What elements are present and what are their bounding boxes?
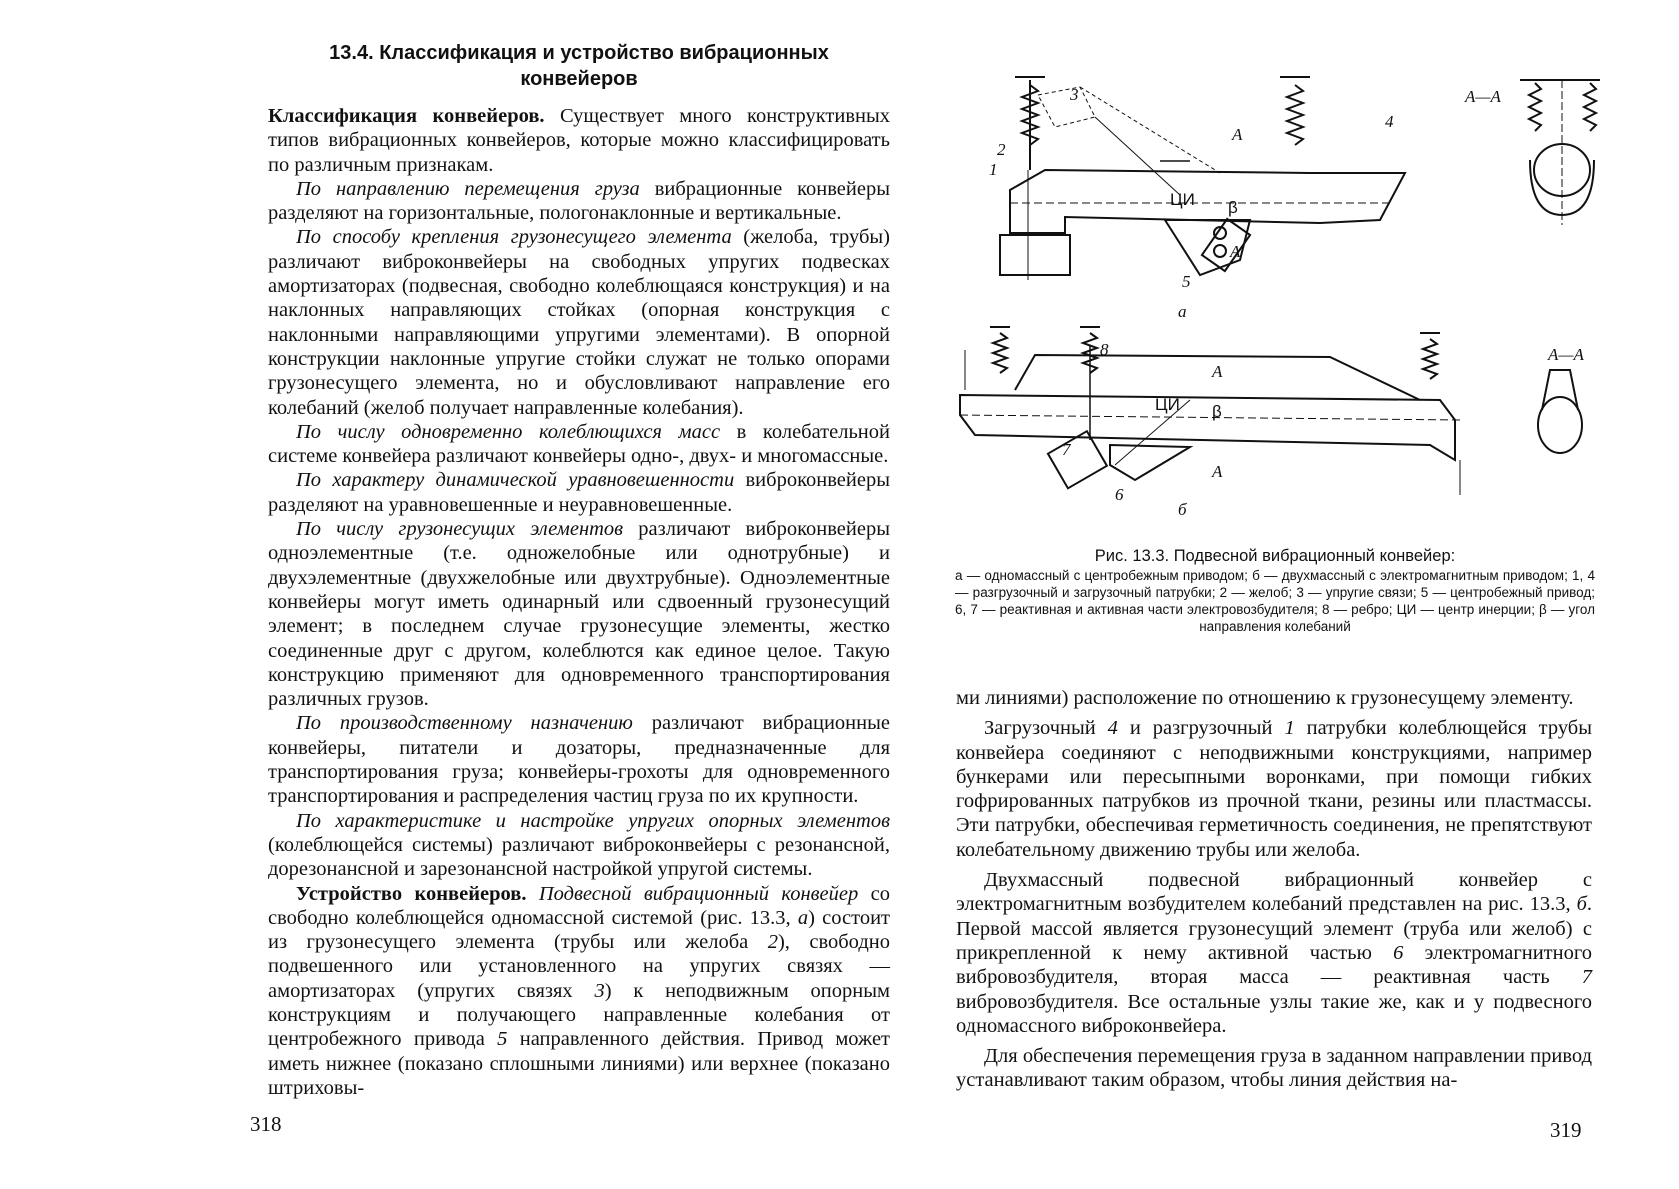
section-label-aa-top: А—А <box>1465 87 1501 106</box>
text: ) состоит из грузонесущего элемента (трубы или желоба <box>268 906 891 954</box>
paragraph <box>268 225 890 419</box>
label-5: 5 <box>1182 272 1191 291</box>
label-3: 3 <box>1070 85 1079 104</box>
text: 1 <box>1284 717 1295 740</box>
paragraph: Для обеспечения перемещения груза в заданном направлении привод устанавливают таким образом, чтобы линия действия на- <box>956 1045 1592 1092</box>
paragraph <box>268 177 890 226</box>
paragraph-text: в колебательной системе конвейера различают конвейеры одно-, двух- и многомассные. <box>268 420 890 468</box>
paragraph <box>268 104 890 177</box>
paragraph-lead: По числу грузонесущих элементов <box>296 518 624 541</box>
text: 7 <box>1581 966 1592 989</box>
text: 6 <box>1393 941 1404 964</box>
figure-b-drawing <box>960 327 1582 495</box>
paragraph-lead: По способу крепления грузонесущего элемента <box>296 226 732 249</box>
paragraph <box>268 517 890 711</box>
text: б <box>1576 893 1587 916</box>
figure-caption <box>955 545 1595 635</box>
paragraph-text: (колеблющейся системы) различают виброконвейеры с резонансной, дорезонансной и зарезонансной настройкой упругой системы. <box>268 833 890 881</box>
right-page-column <box>956 686 1592 1093</box>
label-6: 6 <box>1115 485 1124 504</box>
paragraph <box>268 420 890 469</box>
paragraph-text: вибрационные конвейеры разделяют на горизонтальные, пологонаклонные и вертикальные. <box>268 177 890 225</box>
paragraph-term: Подвесной вибрационный конвейер <box>538 882 859 905</box>
text: 3 <box>594 979 605 1002</box>
label-7: 7 <box>1062 440 1071 459</box>
paragraph-lead: По производственному назначению <box>296 712 633 735</box>
label-8: 8 <box>1100 340 1109 359</box>
label-4: 4 <box>1385 112 1394 131</box>
label-ci-b: ЦИ <box>1155 395 1180 414</box>
text: а <box>797 906 809 929</box>
text: вибровозбудителя. Все остальные узлы такие же, как и у подвесного одномассного виброконвейера. <box>956 990 1592 1037</box>
paragraph-lead: Устройство конвейеров. <box>296 882 527 905</box>
paragraph-text: различают виброконвейеры одноэлементные (т.е. одножелобные или однотрубные) и двухэлементные (двухжелобные или двухтрубные). Одноэлементные конвейеры могут иметь одинарный или сдвоенный грузонесущий элемент; в последнем случае грузонесущие элементы, жестко соединенные друг с другом, колеблются как единое целое. Такую конструкцию применяют для одновременного транспортирования различных грузов. <box>268 518 890 711</box>
paragraph-lead: По числу одновременно колеблющихся масс <box>296 420 721 443</box>
text: Загрузочный <box>984 717 1108 740</box>
text: со свободно колеблющейся одномассной системой (рис. 13.3, <box>268 882 890 929</box>
paragraph-text: различают вибрационные конвейеры, питатели и дозаторы, предназначенные для транспортирования груза; конвейеры-грохоты для одновременного транспортирования и распределения частиц груза по их крупности. <box>268 712 890 808</box>
text: ) к неподвижным опорным конструкциям и получающего направленные колебания от центробежного привода <box>268 979 890 1051</box>
label-A3: А <box>1212 362 1223 381</box>
paragraph-text: Существует много конструктивных типов вибрационных конвейеров, которые можно классифицировать по различным признакам. <box>268 105 890 176</box>
text: 4 <box>1107 717 1118 740</box>
label-A4: А <box>1212 462 1223 481</box>
text: Двухмассный подвесной вибрационный конвейер с электромагнитным возбудителем колебаний представлен на рис. 13.3, <box>956 869 1592 916</box>
page-number-right: 319 <box>1550 1118 1582 1142</box>
text: направленного действия. Привод может иметь нижнее (показано сплошными линиями) или верхнее (показано штриховы- <box>268 1028 890 1099</box>
caption-description: а — одномассный с центробежным приводом; б — двухмассный с электромагнитным приводом; 1, 4 — разгрузочный и загрузочный патрубки; 2 — желоб; 3 — упругие связи; 5 — центробежный привод; 6, 7 — реактивная и активная части электровозбудителя; 8 — ребро; ЦИ — центр инерции; β — угол направления колебаний <box>955 568 1595 634</box>
text: 5 <box>497 1028 508 1051</box>
text: ), свободно подвешенного или установленного на упругих связях — амортизаторах (упругих связях <box>268 931 890 1002</box>
paragraph <box>268 468 890 517</box>
left-page-column <box>268 40 890 1100</box>
label-1: 1 <box>989 160 998 179</box>
paragraph <box>956 716 1592 862</box>
label-A1: А <box>1232 125 1243 144</box>
subfigure-label-b: б <box>1178 500 1187 519</box>
text: и разгрузочный <box>1117 717 1285 740</box>
paragraph <box>956 868 1592 1038</box>
label-ci-a: ЦИ <box>1170 190 1195 209</box>
label-beta-a: β <box>1228 198 1238 217</box>
text: . Первой массой является грузонесущий элемент (труба или желоб) с прикрепленной к нему активной частью <box>956 893 1592 964</box>
caption-title: Рис. 13.3. Подвесной вибрационный конвейер: <box>1094 547 1456 565</box>
paragraph <box>268 711 890 808</box>
page-number-left: 318 <box>250 1112 282 1136</box>
subfigure-label-a: а <box>1178 302 1187 321</box>
label-A2: А <box>1230 242 1241 261</box>
section-title: 13.4. Классификация и устройство вибрационных конвейеров <box>329 42 829 90</box>
paragraph-lead: Классификация конвейеров. <box>268 105 545 127</box>
paragraph-lead: По характеристике и настройке упругих опорных элементов <box>296 809 890 832</box>
label-2: 2 <box>997 140 1006 159</box>
paragraph-lead: По характеру динамической уравновешенности <box>296 469 735 492</box>
figure-a-drawing <box>1000 77 1600 280</box>
paragraph: ми линиями) расположение по отношению к грузонесущему элементу. <box>956 687 1574 709</box>
text: 2 <box>767 931 778 954</box>
text: патрубки колеблющейся трубы конвейера соединяют с неподвижными конструкциями, например бункерами или пересыпными воронками, при помощи гибких гофрированных патрубков из прочной ткани, резины или пластмассы. Эти патрубки, обеспечивая герметичность соединения, не препятствуют колебательному движению трубы или желоба. <box>956 717 1593 861</box>
paragraph-text: (желоба, трубы) различают виброконвейеры на свободных упругих подвесках амортизаторах (подвесная, свободно колеблющаяся конструкция) и на наклонных направляющих стойках (опорная конструкция с наклонными направляющими упругими элементами). В опорной конструкции наклонные упругие стойки служат не только опорами грузонесущего элемента, но и обусловливают направление его колебаний (желоб получает направленные колебания). <box>268 226 890 419</box>
label-beta-b: β <box>1212 402 1222 421</box>
section-label-aa-bottom: А—А <box>1548 345 1584 364</box>
text: электромагнитного вибровозбудителя, вторая масса — реактивная часть <box>956 941 1593 989</box>
conveyor-figure <box>950 55 1610 545</box>
paragraph-lead: По направлению перемещения груза <box>296 177 640 200</box>
paragraph-text: виброконвейеры разделяют на уравновешенные и неуравновешенные. <box>268 469 890 516</box>
paragraph <box>268 809 890 882</box>
paragraph <box>268 882 890 1101</box>
